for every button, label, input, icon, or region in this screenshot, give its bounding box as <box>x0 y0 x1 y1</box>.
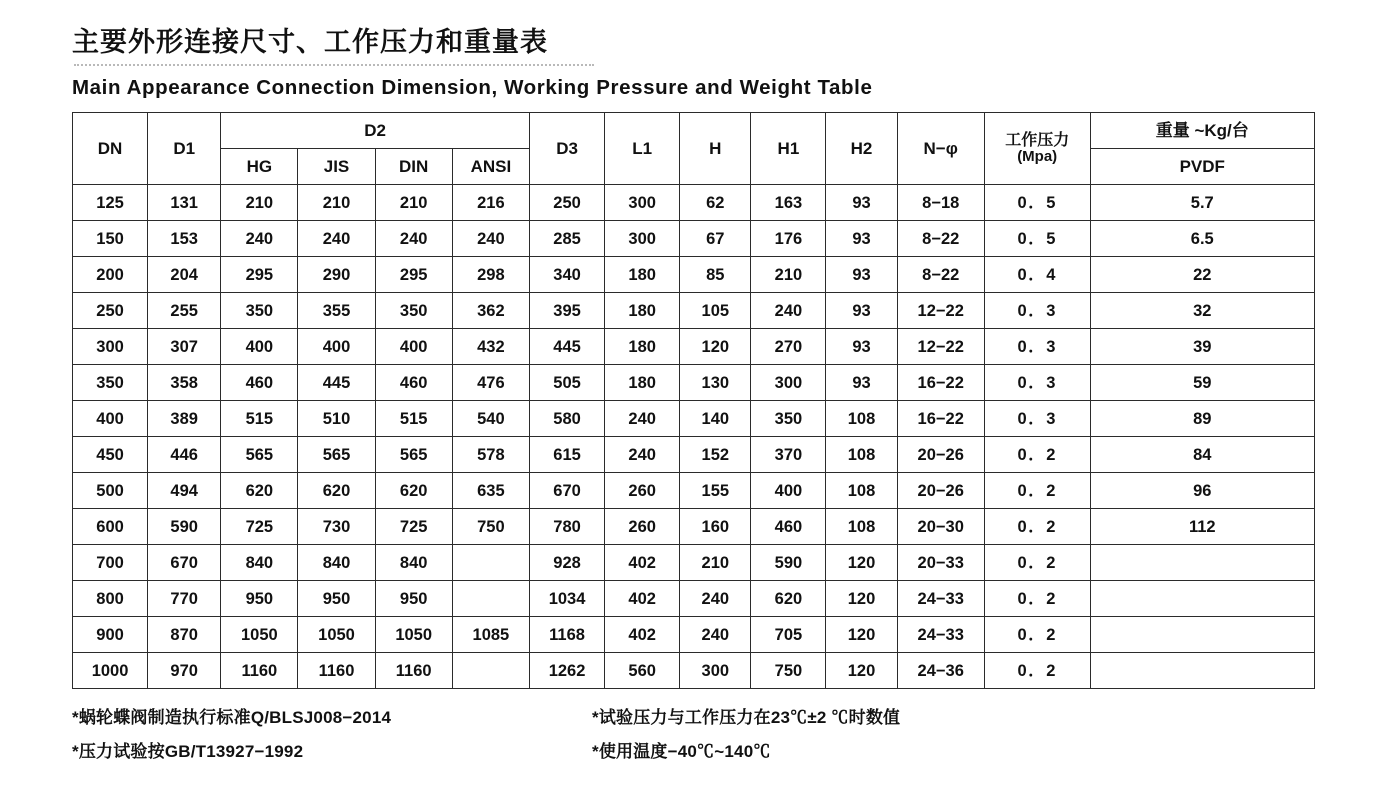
cell-h: 155 <box>680 473 751 509</box>
cell-weight: 5.7 <box>1090 185 1315 221</box>
cell-d2-ansi: 635 <box>452 473 529 509</box>
cell-h1: 750 <box>751 653 826 689</box>
cell-dn: 125 <box>73 185 148 221</box>
cell-d2-ansi: 1085 <box>452 617 529 653</box>
cell-l1: 240 <box>605 401 680 437</box>
cell-dn: 700 <box>73 545 148 581</box>
table-row <box>73 653 1315 689</box>
cell-n-phi: 24−33 <box>897 581 984 617</box>
cell-weight: 32 <box>1090 293 1315 329</box>
cell-d1: 494 <box>148 473 221 509</box>
cell-d2-ansi: 578 <box>452 437 529 473</box>
cell-l1: 180 <box>605 293 680 329</box>
cell-d1: 307 <box>148 329 221 365</box>
table-row <box>73 293 1315 329</box>
cell-pressure: 0．5 <box>984 221 1090 257</box>
cell-h1: 620 <box>751 581 826 617</box>
cell-pressure: 0．3 <box>984 293 1090 329</box>
cell-n-phi: 12−22 <box>897 329 984 365</box>
cell-dn: 300 <box>73 329 148 365</box>
cell-weight <box>1090 617 1315 653</box>
page-title-chinese: 主要外形连接尺寸、工作压力和重量表 <box>72 27 548 57</box>
cell-d2-din: 950 <box>375 581 452 617</box>
cell-d1: 358 <box>148 365 221 401</box>
cell-l1: 300 <box>605 221 680 257</box>
cell-weight: 59 <box>1090 365 1315 401</box>
column-header-l1: L1 <box>605 113 680 185</box>
cell-d3: 340 <box>529 257 604 293</box>
cell-pressure: 0．4 <box>984 257 1090 293</box>
cell-l1: 180 <box>605 365 680 401</box>
cell-d2-ansi: 476 <box>452 365 529 401</box>
cell-d2-ansi <box>452 581 529 617</box>
cell-h: 67 <box>680 221 751 257</box>
cell-d2-hg: 725 <box>221 509 298 545</box>
cell-dn: 200 <box>73 257 148 293</box>
cell-n-phi: 16−22 <box>897 401 984 437</box>
cell-d2-jis: 730 <box>298 509 375 545</box>
cell-pressure: 0．5 <box>984 185 1090 221</box>
cell-weight: 84 <box>1090 437 1315 473</box>
cell-n-phi: 20−26 <box>897 473 984 509</box>
cell-d2-din: 295 <box>375 257 452 293</box>
cell-h2: 93 <box>826 257 897 293</box>
cell-pressure: 0．3 <box>984 329 1090 365</box>
column-header-weight <box>1090 113 1315 185</box>
column-header-d2-ansi: ANSI <box>452 149 529 185</box>
title-divider <box>74 64 594 66</box>
cell-h: 210 <box>680 545 751 581</box>
cell-d2-din: 1160 <box>375 653 452 689</box>
cell-d2-hg: 295 <box>221 257 298 293</box>
cell-l1: 402 <box>605 581 680 617</box>
cell-h1: 270 <box>751 329 826 365</box>
table-header-row-1 <box>73 113 1315 149</box>
cell-d1: 670 <box>148 545 221 581</box>
cell-h: 240 <box>680 617 751 653</box>
working-pressure-unit: (Mpa) <box>1017 148 1058 166</box>
cell-h1: 400 <box>751 473 826 509</box>
cell-pressure: 0．2 <box>984 509 1090 545</box>
cell-d2-din: 350 <box>375 293 452 329</box>
cell-d2-ansi: 216 <box>452 185 529 221</box>
table-row <box>73 185 1315 221</box>
column-header-dn: DN <box>73 113 148 185</box>
cell-d2-jis: 1050 <box>298 617 375 653</box>
cell-d3: 445 <box>529 329 604 365</box>
footnote-pressure-test-standard: *压力试验按GB/T13927−1992 <box>72 742 304 762</box>
cell-d1: 255 <box>148 293 221 329</box>
cell-weight: 112 <box>1090 509 1315 545</box>
cell-d1: 204 <box>148 257 221 293</box>
cell-d2-hg: 400 <box>221 329 298 365</box>
cell-h2: 93 <box>826 293 897 329</box>
cell-d2-din: 725 <box>375 509 452 545</box>
cell-weight: 96 <box>1090 473 1315 509</box>
cell-h: 130 <box>680 365 751 401</box>
cell-n-phi: 12−22 <box>897 293 984 329</box>
cell-pressure: 0．2 <box>984 473 1090 509</box>
cell-d3: 928 <box>529 545 604 581</box>
cell-d1: 970 <box>148 653 221 689</box>
cell-d2-jis: 510 <box>298 401 375 437</box>
footnotes <box>72 703 1315 762</box>
cell-d2-ansi: 432 <box>452 329 529 365</box>
cell-dn: 150 <box>73 221 148 257</box>
cell-h2: 108 <box>826 473 897 509</box>
cell-l1: 180 <box>605 329 680 365</box>
cell-h1: 590 <box>751 545 826 581</box>
cell-d2-jis: 355 <box>298 293 375 329</box>
cell-h1: 240 <box>751 293 826 329</box>
cell-h1: 350 <box>751 401 826 437</box>
cell-d3: 250 <box>529 185 604 221</box>
cell-d2-jis: 1160 <box>298 653 375 689</box>
table-body <box>73 185 1315 689</box>
cell-weight <box>1090 581 1315 617</box>
cell-d2-jis: 950 <box>298 581 375 617</box>
table-row <box>73 581 1315 617</box>
cell-h: 62 <box>680 185 751 221</box>
cell-weight <box>1090 545 1315 581</box>
footnote-manufacturing-standard: *蜗轮蝶阀制造执行标准Q/BLSJ008−2014 <box>72 708 392 728</box>
column-header-d3: D3 <box>529 113 604 185</box>
cell-d2-hg: 565 <box>221 437 298 473</box>
cell-pressure: 0．3 <box>984 401 1090 437</box>
table-row <box>73 329 1315 365</box>
cell-d1: 446 <box>148 437 221 473</box>
cell-dn: 800 <box>73 581 148 617</box>
cell-d2-jis: 620 <box>298 473 375 509</box>
cell-h: 152 <box>680 437 751 473</box>
cell-n-phi: 20−30 <box>897 509 984 545</box>
cell-h1: 176 <box>751 221 826 257</box>
cell-h: 140 <box>680 401 751 437</box>
cell-h2: 93 <box>826 185 897 221</box>
cell-dn: 350 <box>73 365 148 401</box>
cell-weight: 22 <box>1090 257 1315 293</box>
table-row <box>73 509 1315 545</box>
cell-pressure: 0．2 <box>984 581 1090 617</box>
cell-d3: 285 <box>529 221 604 257</box>
cell-h: 240 <box>680 581 751 617</box>
cell-weight <box>1090 653 1315 689</box>
cell-h1: 210 <box>751 257 826 293</box>
cell-pressure: 0．2 <box>984 653 1090 689</box>
table-row <box>73 437 1315 473</box>
cell-l1: 402 <box>605 545 680 581</box>
cell-h1: 705 <box>751 617 826 653</box>
footnote-test-pressure-condition: *试验压力与工作压力在23℃±2 ℃时数值 <box>592 708 901 728</box>
cell-h1: 460 <box>751 509 826 545</box>
cell-d2-din: 565 <box>375 437 452 473</box>
column-header-h1: H1 <box>751 113 826 185</box>
footnote-row-2 <box>72 737 1315 762</box>
cell-h2: 108 <box>826 437 897 473</box>
cell-dn: 1000 <box>73 653 148 689</box>
cell-l1: 260 <box>605 473 680 509</box>
table-row <box>73 221 1315 257</box>
table-row <box>73 365 1315 401</box>
cell-d1: 389 <box>148 401 221 437</box>
column-header-n-phi: N−φ <box>897 113 984 185</box>
cell-d2-ansi: 540 <box>452 401 529 437</box>
cell-h2: 120 <box>826 581 897 617</box>
cell-n-phi: 16−22 <box>897 365 984 401</box>
cell-d2-hg: 1160 <box>221 653 298 689</box>
cell-pressure: 0．2 <box>984 617 1090 653</box>
cell-n-phi: 20−33 <box>897 545 984 581</box>
cell-h2: 108 <box>826 401 897 437</box>
cell-h2: 93 <box>826 329 897 365</box>
dimension-table <box>72 112 1315 689</box>
cell-d2-hg: 840 <box>221 545 298 581</box>
cell-h2: 108 <box>826 509 897 545</box>
column-header-working-pressure <box>984 113 1090 185</box>
page-title-english: Main Appearance Connection Dimension, Working Pressure and Weight Table <box>72 76 873 100</box>
cell-weight: 39 <box>1090 329 1315 365</box>
cell-d2-hg: 240 <box>221 221 298 257</box>
weight-material-label: PVDF <box>1179 156 1225 176</box>
cell-dn: 500 <box>73 473 148 509</box>
cell-l1: 260 <box>605 509 680 545</box>
cell-d3: 780 <box>529 509 604 545</box>
cell-d2-din: 240 <box>375 221 452 257</box>
cell-d3: 505 <box>529 365 604 401</box>
cell-h1: 370 <box>751 437 826 473</box>
cell-d2-jis: 240 <box>298 221 375 257</box>
cell-d2-jis: 290 <box>298 257 375 293</box>
cell-d1: 153 <box>148 221 221 257</box>
cell-d2-ansi <box>452 653 529 689</box>
cell-l1: 402 <box>605 617 680 653</box>
cell-d3: 1034 <box>529 581 604 617</box>
cell-d1: 131 <box>148 185 221 221</box>
cell-h2: 120 <box>826 545 897 581</box>
cell-dn: 900 <box>73 617 148 653</box>
cell-dn: 400 <box>73 401 148 437</box>
cell-d2-ansi <box>452 545 529 581</box>
cell-d2-din: 1050 <box>375 617 452 653</box>
cell-h: 85 <box>680 257 751 293</box>
cell-d2-din: 460 <box>375 365 452 401</box>
table-row <box>73 617 1315 653</box>
table-row <box>73 257 1315 293</box>
cell-h1: 300 <box>751 365 826 401</box>
cell-h1: 163 <box>751 185 826 221</box>
cell-weight: 6.5 <box>1090 221 1315 257</box>
cell-h2: 120 <box>826 653 897 689</box>
cell-h: 120 <box>680 329 751 365</box>
cell-d1: 870 <box>148 617 221 653</box>
cell-pressure: 0．2 <box>984 545 1090 581</box>
column-header-d1: D1 <box>148 113 221 185</box>
cell-h: 160 <box>680 509 751 545</box>
cell-d2-din: 515 <box>375 401 452 437</box>
cell-d3: 1168 <box>529 617 604 653</box>
cell-d3: 395 <box>529 293 604 329</box>
cell-d2-jis: 565 <box>298 437 375 473</box>
cell-l1: 560 <box>605 653 680 689</box>
cell-l1: 180 <box>605 257 680 293</box>
cell-d2-jis: 210 <box>298 185 375 221</box>
table-header <box>73 113 1315 185</box>
cell-d2-hg: 1050 <box>221 617 298 653</box>
column-header-d2-hg: HG <box>221 149 298 185</box>
cell-d3: 580 <box>529 401 604 437</box>
cell-d1: 590 <box>148 509 221 545</box>
cell-n-phi: 8−22 <box>897 221 984 257</box>
cell-d2-ansi: 362 <box>452 293 529 329</box>
cell-weight: 89 <box>1090 401 1315 437</box>
cell-d2-ansi: 298 <box>452 257 529 293</box>
table-row <box>73 401 1315 437</box>
cell-d3: 1262 <box>529 653 604 689</box>
cell-d1: 770 <box>148 581 221 617</box>
cell-n-phi: 24−33 <box>897 617 984 653</box>
cell-d2-hg: 210 <box>221 185 298 221</box>
cell-d2-ansi: 240 <box>452 221 529 257</box>
working-pressure-label: 工作压力 <box>1005 131 1070 149</box>
cell-d2-jis: 840 <box>298 545 375 581</box>
footnote-operating-temperature: *使用温度−40℃~140℃ <box>592 742 771 762</box>
column-header-d2-jis: JIS <box>298 149 375 185</box>
cell-l1: 300 <box>605 185 680 221</box>
cell-h: 105 <box>680 293 751 329</box>
cell-h2: 120 <box>826 617 897 653</box>
cell-d2-ansi: 750 <box>452 509 529 545</box>
cell-d2-din: 400 <box>375 329 452 365</box>
cell-dn: 250 <box>73 293 148 329</box>
column-header-d2-din: DIN <box>375 149 452 185</box>
cell-d2-din: 210 <box>375 185 452 221</box>
cell-dn: 450 <box>73 437 148 473</box>
cell-d2-din: 840 <box>375 545 452 581</box>
cell-d2-jis: 445 <box>298 365 375 401</box>
table-row <box>73 473 1315 509</box>
cell-h: 300 <box>680 653 751 689</box>
cell-d2-hg: 620 <box>221 473 298 509</box>
cell-n-phi: 20−26 <box>897 437 984 473</box>
column-header-h: H <box>680 113 751 185</box>
column-header-h2: H2 <box>826 113 897 185</box>
cell-h2: 93 <box>826 365 897 401</box>
cell-h2: 93 <box>826 221 897 257</box>
cell-d2-jis: 400 <box>298 329 375 365</box>
cell-pressure: 0．3 <box>984 365 1090 401</box>
table-row <box>73 545 1315 581</box>
cell-pressure: 0．2 <box>984 437 1090 473</box>
cell-d2-hg: 515 <box>221 401 298 437</box>
cell-d2-hg: 950 <box>221 581 298 617</box>
weight-label: 重量 ~Kg/台 <box>1091 114 1315 149</box>
cell-n-phi: 8−22 <box>897 257 984 293</box>
cell-n-phi: 8−18 <box>897 185 984 221</box>
column-header-d2: D2 <box>221 113 530 149</box>
cell-d3: 670 <box>529 473 604 509</box>
cell-dn: 600 <box>73 509 148 545</box>
cell-l1: 240 <box>605 437 680 473</box>
cell-d2-hg: 460 <box>221 365 298 401</box>
cell-d2-din: 620 <box>375 473 452 509</box>
cell-n-phi: 24−36 <box>897 653 984 689</box>
cell-d2-hg: 350 <box>221 293 298 329</box>
footnote-row-1 <box>72 703 1315 728</box>
cell-d3: 615 <box>529 437 604 473</box>
